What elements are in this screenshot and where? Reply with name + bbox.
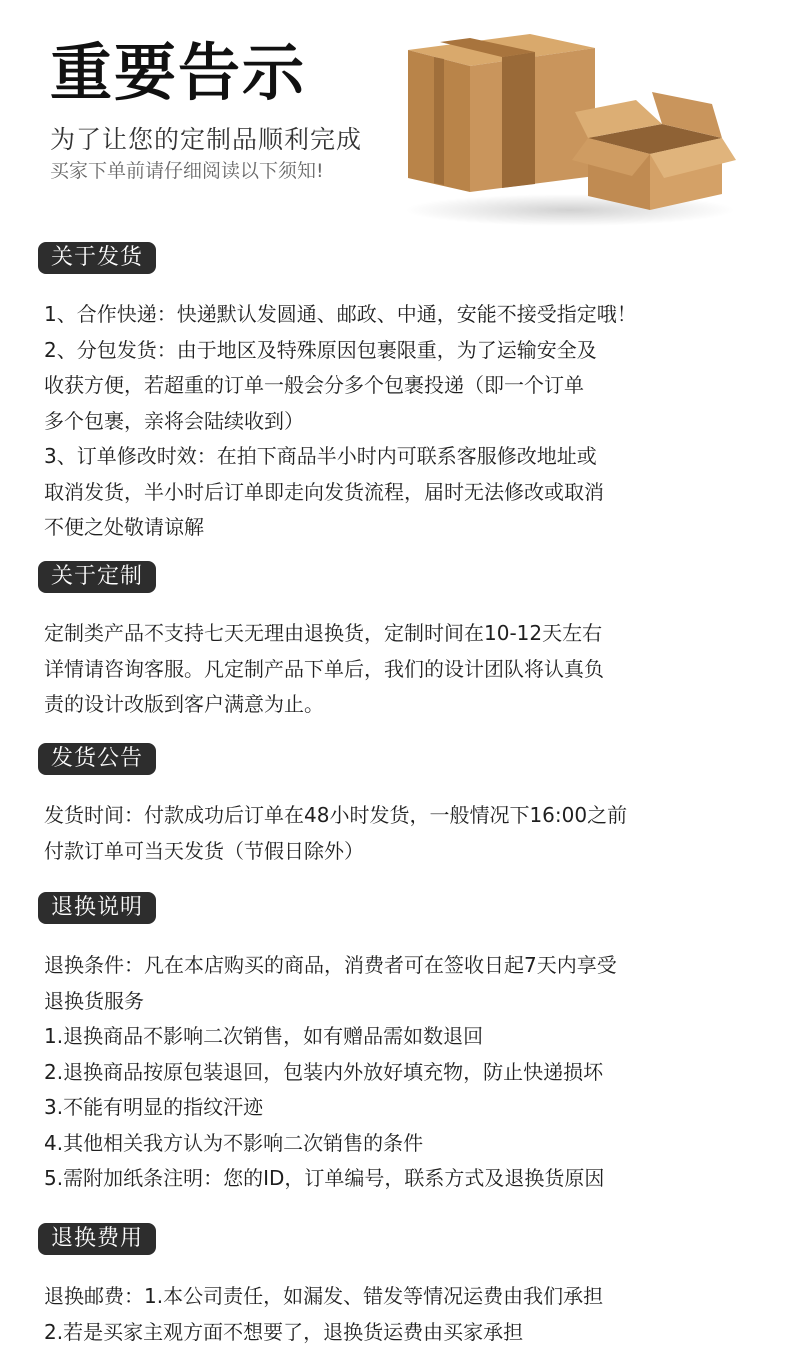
cardboard-boxes-illustration	[400, 20, 740, 230]
section-body-returns	[44, 948, 764, 1197]
text-line: 2.若是买家主观方面不想要了，退换货运费由买家承担	[44, 1319, 524, 1344]
section-body-custom	[44, 616, 764, 723]
section-body-shipping	[44, 297, 764, 546]
text-line: 多个包裹，亲将会陆续收到）	[44, 408, 304, 433]
section-heading-shipping: 关于发货	[38, 242, 156, 274]
section-body-return-fees	[44, 1279, 764, 1350]
text-line: 收获方便，若超重的订单一般会分多个包裹投递（即一个订单	[44, 373, 584, 397]
text-line: 退换货服务	[44, 988, 144, 1013]
text-line: 发货时间：付款成功后订单在48小时发货，一般情况下16:00之前	[44, 803, 628, 827]
notice-header	[0, 0, 790, 230]
page-note: 买家下单前请仔细阅读以下须知!	[50, 160, 324, 182]
text-line: 3、订单修改时效：在拍下商品半小时内可联系客服修改地址或	[44, 444, 597, 468]
section-heading-return-fees: 退换费用	[38, 1223, 156, 1255]
text-line: 退换邮费：1.本公司责任，如漏发、错发等情况运费由我们承担	[44, 1284, 604, 1308]
page-subtitle: 为了让您的定制品顺利完成	[50, 125, 363, 154]
open-box-icon	[572, 92, 736, 210]
text-line: 1.退换商品不影响二次销售，如有赠品需如数退回	[44, 1024, 484, 1048]
section-body-shipping-notice	[44, 798, 764, 869]
large-box-icon	[408, 34, 595, 192]
section-heading-custom: 关于定制	[38, 561, 156, 593]
text-line: 定制类产品不支持七天无理由退换货，定制时间在10-12天左右	[44, 621, 603, 645]
text-line: 2、分包发货：由于地区及特殊原因包裹限重，为了运输安全及	[44, 337, 597, 362]
text-line: 3.不能有明显的指纹汗迹	[44, 1095, 264, 1119]
text-line: 2.退换商品按原包装退回，包装内外放好填充物，防止快递损坏	[44, 1059, 604, 1084]
text-line: 详情请咨询客服。凡定制产品下单后，我们的设计团队将认真负	[44, 656, 604, 681]
text-line: 5.需附加纸条注明：您的ID，订单编号，联系方式及退换货原因	[44, 1166, 605, 1190]
text-line: 4.其他相关我方认为不影响二次销售的条件	[44, 1130, 424, 1155]
text-line: 不便之处敬请谅解	[44, 515, 204, 539]
section-heading-returns: 退换说明	[38, 892, 156, 924]
text-line: 责的设计改版到客户满意为止。	[44, 692, 324, 716]
text-line: 付款订单可当天发货（节假日除外）	[44, 838, 364, 863]
page-title: 重要告示	[50, 36, 307, 109]
text-line: 取消发货，半小时后订单即走向发货流程，届时无法修改或取消	[44, 479, 604, 504]
text-line: 1、合作快递：快递默认发圆通、邮政、中通，安能不接受指定哦！	[44, 302, 637, 326]
section-heading-shipping-notice: 发货公告	[38, 743, 156, 775]
text-line: 退换条件：凡在本店购买的商品，消费者可在签收日起7天内享受	[44, 953, 617, 977]
